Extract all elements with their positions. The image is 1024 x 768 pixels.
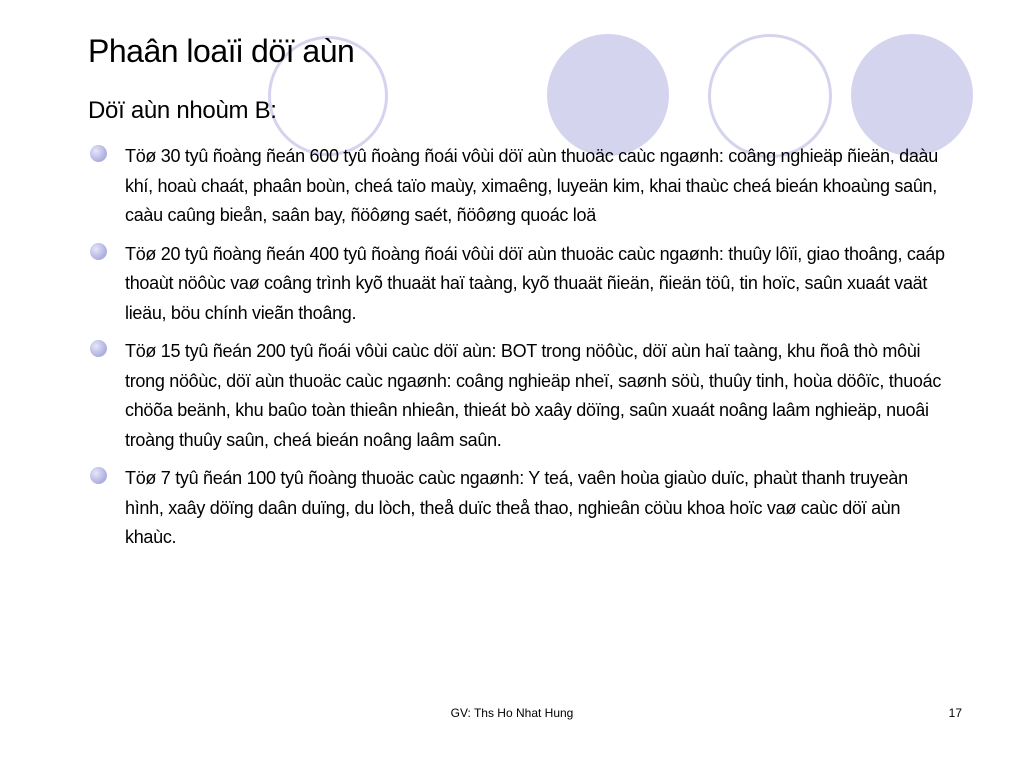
bullet-icon xyxy=(90,243,107,260)
bullet-text: Töø 15 tyû ñeán 200 tyû ñoái vôùi caùc döï aùn: BOT trong nöôùc, döï aùn haï taàng, khu ñoâ thò môùi trong nöôùc, döï aùn thuoäc caùc ngaønh: coâng nghieäp nheï, saønh söù, thuûy tinh, hoùa döôïc, thuoác chöõa beänh, khu baûo toàn thieân nhieân, thieát bò xaây döïng, saûn xuaát noâng laâm nghieäp, nuoâi troàng thuûy saûn, cheá bieán noâng laâm saûn. xyxy=(125,341,942,450)
footer-author: GV: Ths Ho Nhat Hung xyxy=(450,706,574,720)
bullet-icon xyxy=(90,467,107,484)
decorative-circle-outline-2 xyxy=(708,34,832,158)
bullet-list xyxy=(88,142,948,562)
bullet-text: Töø 20 tyû ñoàng ñeán 400 tyû ñoàng ñoái vôùi döï aùn thuoäc caùc ngaønh: thuûy lôïi, giao thoâng, caáp thoaùt nöôùc vaø coâng trình kyõ thuaät haï taàng, kyõ thuaät ñieän, ñieän töû, tin hoïc, saûn xuaát vaät lieäu, böu chính vieãn thoâng. xyxy=(125,243,945,323)
bullet-item xyxy=(88,240,948,329)
decorative-circle-filled-1 xyxy=(547,34,669,156)
bullet-item xyxy=(88,142,948,231)
slide-subtitle: Döï aùn nhoùm B: xyxy=(88,97,277,124)
page-number: 17 xyxy=(948,706,962,720)
bullet-text: Töø 7 tyû ñeán 100 tyû ñoàng thuoäc caùc ngaønh: Y teá, vaên hoùa giaùo duïc, phaùt thanh truyeàn hình, xaây döïng daân duïng, du lòch, theå duïc theå thao, nghieân cöùu khoa hoïc vaø caùc döï aùn khaùc. xyxy=(125,468,908,547)
slide-title: Phaân loaïi döï aùn xyxy=(88,33,355,69)
bullet-icon xyxy=(90,145,107,162)
bullet-item xyxy=(88,337,948,455)
bullet-text: Töø 30 tyû ñoàng ñeán 600 tyû ñoàng ñoái vôùi döï aùn thuoäc caùc ngaønh: coâng nghieäp ñieän, daàu khí, hoaù chaát, phaân boùn, cheá taïo maùy, ximaêng, luyeän kim, khai thaùc cheá bieán khoaùng saûn, caàu caûng bieån, saân bay, ñöôøng saét, ñöôøng quoác loä xyxy=(125,146,938,225)
bullet-icon xyxy=(90,340,107,357)
bullet-item xyxy=(88,464,948,553)
decorative-circle-filled-2 xyxy=(851,34,973,156)
